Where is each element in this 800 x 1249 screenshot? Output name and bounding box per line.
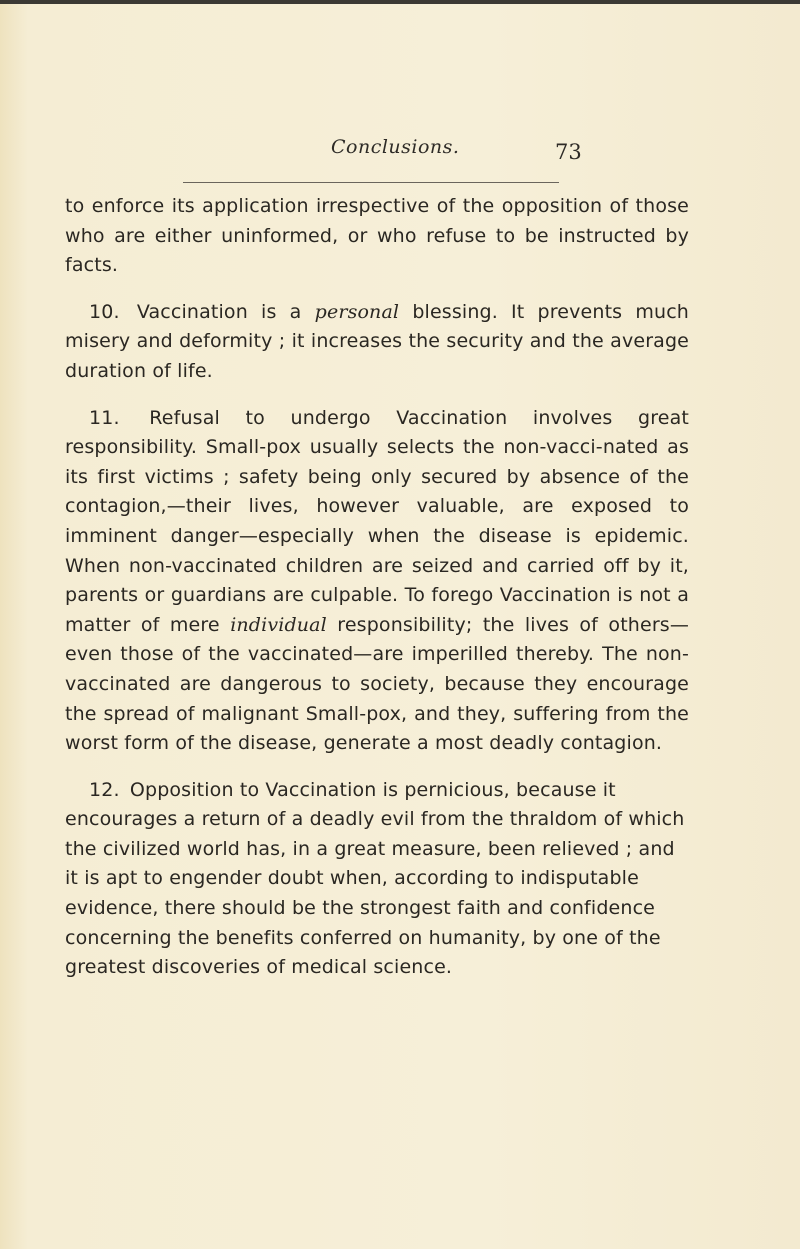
header-rule [183,182,559,183]
page-top-edge [0,0,800,4]
paragraph-12 [65,776,689,983]
paragraph-10 [65,298,689,387]
paragraph-number: 10. [89,300,120,323]
paragraph-11 [65,404,689,759]
page-number: 73 [555,140,582,164]
emphasis-text: individual [230,613,327,636]
emphasis-text: personal [314,300,400,323]
paragraph-text: Opposition to Vaccination is pernicious, because it encourages a return of a deadly evil from the thraldom of which the civilized world has, in a great measure, been relieved ; and it is apt to engender doubt when, according to indisputable evidence, there should be the strongest faith and confidence concerning the benefits conferred on humanity, by one of the greatest discoveries of medical science. [65,778,685,979]
paragraph-text: to enforce its application irrespective of the opposition of those who are either uninformed, or who refuse to be instructed by facts. [65,195,689,277]
paragraph-text: Vaccination is a [136,300,302,323]
running-head: Conclusions. [331,136,460,158]
paragraph-text: responsibility; the lives of others—even those of the vaccinated—are imperilled thereby. The non-vaccinated are dangerous to society, because they encourage the spread of malignant Small-pox, and they, suffering from the worst form of the disease, generate a most deadly contagion. [65,613,689,755]
page-header [0,136,800,176]
body-text [65,192,689,983]
paragraph-text: blessing. It prevents much misery and deformity ; it increases the security and the average duration of life. [65,300,690,382]
paragraph-text: Refusal to undergo Vaccination involves great responsibility. Small-pox usually selects the non-vacci-nated as its first victims ; safety being only secured by absence of the contagion,—their lives, however valuable, are exposed to imminent danger—especially when the disease is epidemic. When non-vaccinated children are seized and carried off by it, parents or guardians are culpable. To forego Vaccination is not a matter of mere [65,406,689,636]
paragraph-number: 12. [89,778,120,801]
paragraph-number: 11. [89,406,120,429]
paragraph-continuation [65,192,689,281]
